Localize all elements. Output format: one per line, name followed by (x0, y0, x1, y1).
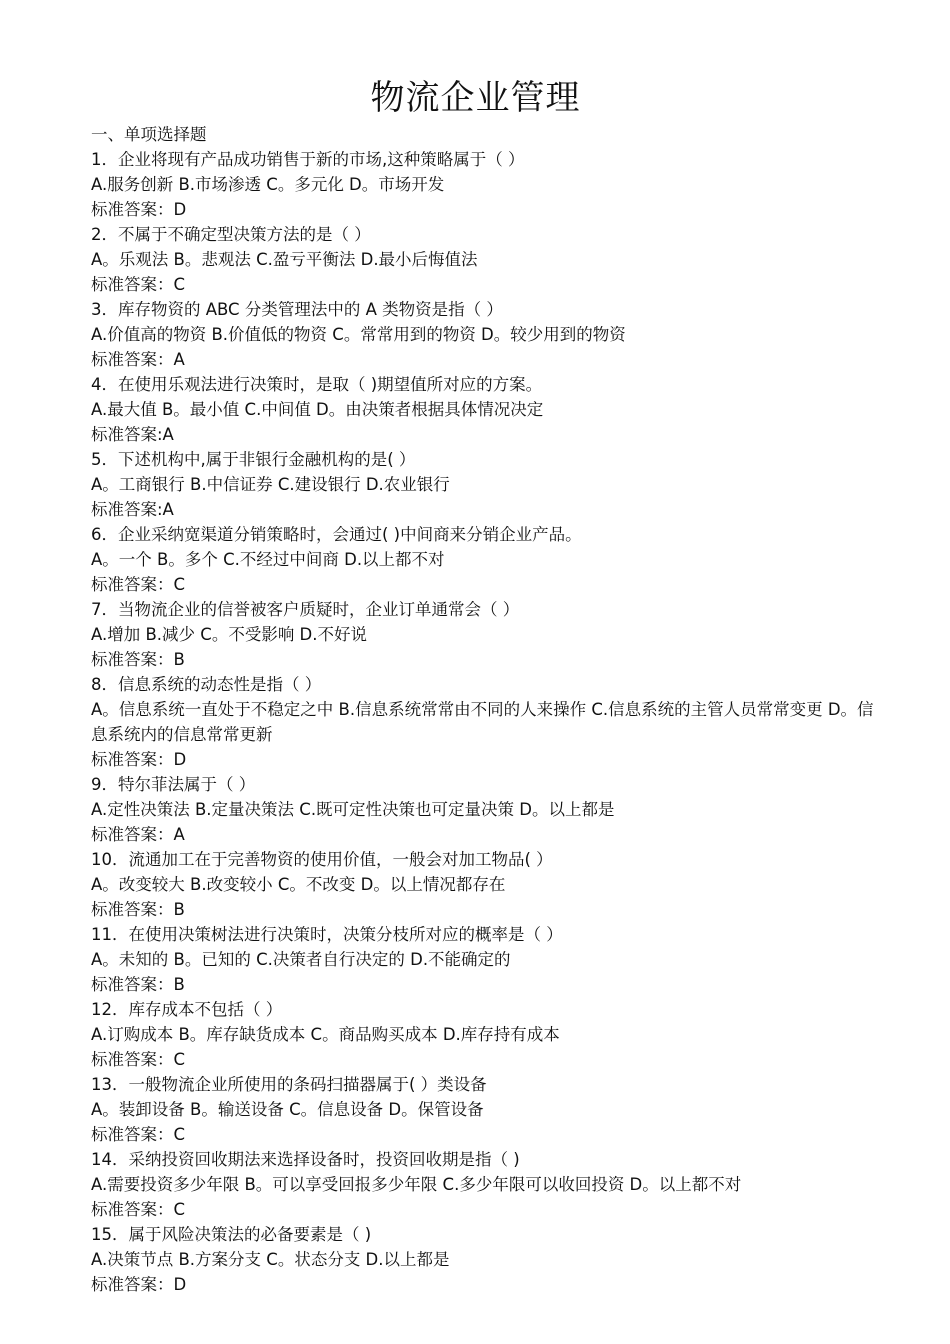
question-answer: 标准答案：B (91, 650, 185, 669)
question-options: A.决策节点 B.方案分支 C。状态分支 D.以上都是 (91, 1250, 450, 1269)
question-stem: 13．一般物流企业所使用的条码扫描器属于( ）类设备 (91, 1075, 487, 1094)
question-stem: 7．当物流企业的信誉被客户质疑时，企业订单通常会（ ） (91, 600, 520, 619)
question-item (91, 147, 890, 222)
question-item (91, 1147, 890, 1222)
question-options: A.最大值 B。最小值 C.中间值 D。由决策者根据具体情况决定 (91, 400, 544, 419)
question-stem: 14．采纳投资回收期法来选择设备时，投资回收期是指（ ) (91, 1150, 520, 1169)
question-item (91, 297, 890, 372)
question-answer: 标准答案：C (91, 1050, 186, 1069)
question-answer: 标准答案：D (91, 200, 187, 219)
question-item (91, 372, 890, 447)
question-options: A。装卸设备 B。输送设备 C。信息设备 D。保管设备 (91, 1100, 484, 1119)
question-stem: 10．流通加工在于完善物资的使用价值，一般会对加工物品( ） (91, 850, 553, 869)
question-options: A。未知的 B。已知的 C.决策者自行决定的 D.不能确定的 (91, 950, 511, 969)
question-stem: 9．特尔菲法属于（ ） (91, 775, 256, 794)
question-options: A。信息系统一直处于不稳定之中 B.信息系统常常由不同的人来操作 C.信息系统的主管人员常常变更 D。信息系统内的信息常常更新 (91, 700, 874, 744)
question-stem: 5．下述机构中,属于非银行金融机构的是( ） (91, 450, 416, 469)
question-item (91, 772, 890, 847)
question-answer: 标准答案：B (91, 900, 185, 919)
question-item (91, 597, 890, 672)
question-item (91, 997, 890, 1072)
section-heading: 一、单项选择题 (91, 125, 207, 144)
question-list (91, 147, 890, 1297)
question-item (91, 447, 890, 522)
question-item (91, 922, 890, 997)
question-answer: 标准答案：A (91, 350, 185, 369)
question-options: A。改变较大 B.改变较小 C。不改变 D。以上情况都存在 (91, 875, 506, 894)
question-answer: 标准答案:A (91, 500, 174, 519)
question-stem: 4．在使用乐观法进行决策时，是取（ )期望值所对应的方案。 (91, 375, 543, 394)
question-answer: 标准答案:A (91, 425, 174, 444)
question-answer: 标准答案：C (91, 1200, 186, 1219)
question-item (91, 847, 890, 922)
question-stem: 15．属于风险决策法的必备要素是（ ) (91, 1225, 372, 1244)
question-stem: 6．企业采纳宽渠道分销策略时，会通过( )中间商来分销企业产品。 (91, 525, 582, 544)
question-answer: 标准答案：D (91, 1275, 187, 1294)
question-item (91, 1222, 890, 1297)
question-options: A.订购成本 B。库存缺货成本 C。商品购买成本 D.库存持有成本 (91, 1025, 560, 1044)
question-answer: 标准答案：B (91, 975, 185, 994)
question-answer: 标准答案：A (91, 825, 185, 844)
question-options: A.定性决策法 B.定量决策法 C.既可定性决策也可定量决策 D。以上都是 (91, 800, 615, 819)
question-stem: 11．在使用决策树法进行决策时，决策分枝所对应的概率是（ ） (91, 925, 563, 944)
question-answer: 标准答案：D (91, 750, 187, 769)
question-options: A。工商银行 B.中信证券 C.建设银行 D.农业银行 (91, 475, 450, 494)
question-item (91, 1072, 890, 1147)
question-options: A.需要投资多少年限 B。可以享受回报多少年限 C.多少年限可以收回投资 D。以上都不对 (91, 1175, 742, 1194)
question-options: A。一个 B。多个 C.不经过中间商 D.以上都不对 (91, 550, 445, 569)
question-options: A.增加 B.减少 C。不受影响 D.不好说 (91, 625, 368, 644)
question-answer: 标准答案：C (91, 275, 186, 294)
question-options: A.价值高的物资 B.价值低的物资 C。常常用到的物资 D。较少用到的物资 (91, 325, 626, 344)
question-answer: 标准答案：C (91, 575, 186, 594)
question-answer: 标准答案：C (91, 1125, 186, 1144)
question-stem: 1．企业将现有产品成功销售于新的市场,这种策略属于（ ） (91, 150, 525, 169)
question-item (91, 222, 890, 297)
question-stem: 2．不属于不确定型决策方法的是（ ） (91, 225, 371, 244)
document-title: 物流企业管理 (370, 78, 581, 118)
question-stem: 8．信息系统的动态性是指（ ） (91, 675, 322, 694)
question-options: A。乐观法 B。悲观法 C.盈亏平衡法 D.最小后悔值法 (91, 250, 478, 269)
question-stem: 3．库存物资的 ABC 分类管理法中的 A 类物资是指（ ） (91, 300, 503, 319)
question-item (91, 522, 890, 597)
question-options: A.服务创新 B.市场渗透 C。多元化 D。市场开发 (91, 175, 445, 194)
question-stem: 12．库存成本不包括（ ） (91, 1000, 283, 1019)
question-item (91, 672, 890, 772)
